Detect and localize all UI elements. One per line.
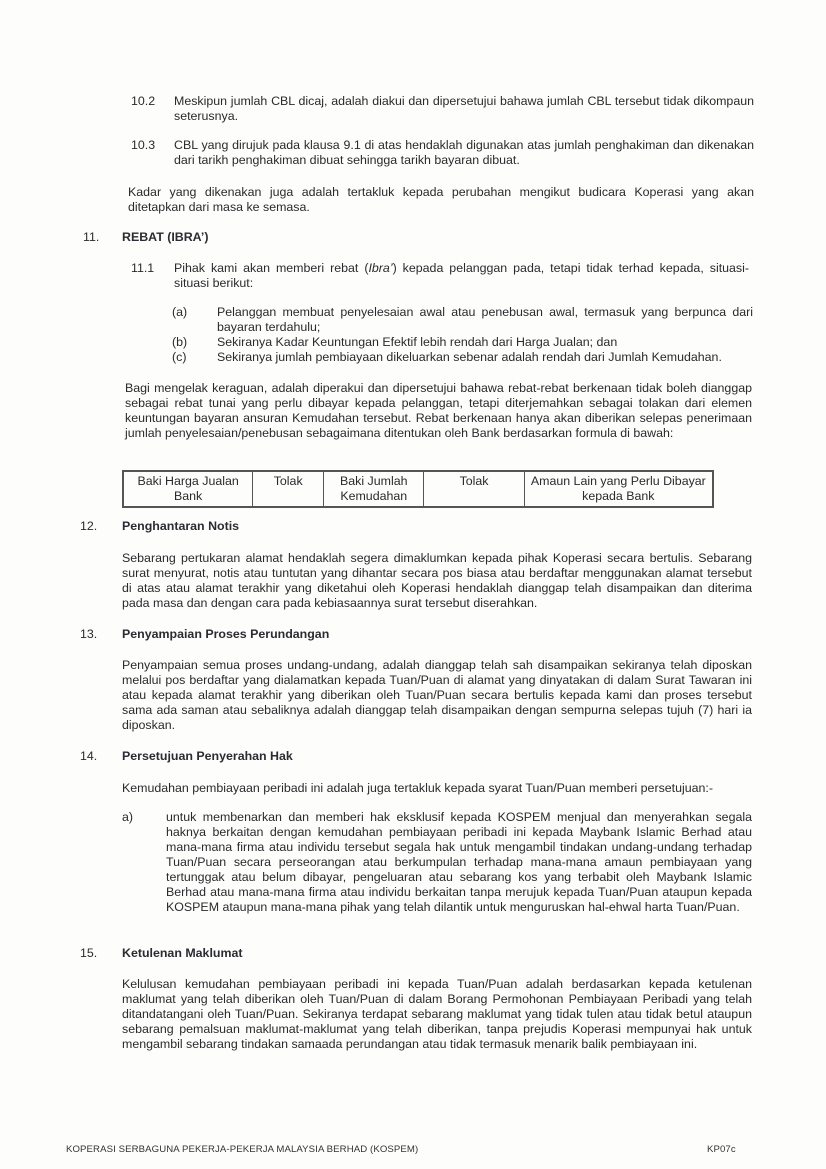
section-13-title: Penyampaian Proses Perundangan xyxy=(122,627,330,641)
formula-amaun-lain: Amaun Lain yang Perlu Dibayar kepada Bank xyxy=(524,471,713,507)
formula-tolak-1: Tolak xyxy=(253,471,324,507)
rebat-formula-table xyxy=(122,470,714,508)
formula-tolak-2: Tolak xyxy=(424,471,524,507)
section-12-text: Sebarang pertukaran alamat hendaklah segera dimaklumkan kepada pihak Koperasi secara bertulis. Sebarang surat menyurat, notis atau tuntutan yang dihantar secara pos biasa atau berdaftar menggunakan alamat tersebut di atas atau alamat terakhir yang diketahui oleh Koperasi hendaklah dianggap telah disampaikan dan diterima pada masa dan dengan cara pada kebiasaannya surat tersebut diserahkan. xyxy=(122,551,752,610)
clause-11-1-text-start: Pihak kami akan memberi rebat ( xyxy=(174,261,369,275)
section-11-title: REBAT (IBRA’) xyxy=(122,230,209,244)
section-13-number: 13. xyxy=(80,627,98,641)
section-12-number: 12. xyxy=(80,519,98,533)
section-11-number: 11. xyxy=(83,230,100,244)
clause-10-2-number: 10.2 xyxy=(131,94,156,108)
item-b-label: (b) xyxy=(172,335,188,349)
item-a-label: (a) xyxy=(172,305,188,319)
section-14-title: Persetujuan Penyerahan Hak xyxy=(122,749,293,763)
item-b-text: Sekiranya Kadar Keuntungan Efektif lebih rendah dari Harga Jualan; dan xyxy=(217,335,618,349)
kadar-paragraph: Kadar yang dikenakan juga adalah tertakluk kepada perubahan mengikut budicara Koperasi yang akan ditetapkan dari masa ke semasa. xyxy=(128,185,754,214)
ibra-italic: Ibra’ xyxy=(368,261,393,275)
clause-10-3-number: 10.3 xyxy=(131,138,156,152)
section-14-item-text: untuk membenarkan dan memberi hak eksklusif kepada KOSPEM menjual dan menyerahkan segala haknya berkaitan dengan kemudahan pembiayaan peribadi ini kepada Maybank Islamic Berhad atau mana-mana firma atau individu tersebut segala hak untuk mengambil tindakan undang-undang terhadap Tuan/Puan secara perseorangan atau berkumpulan terhadap mana-mana amaun pembiayaan yang tertunggak atau belum dibayar, pengeluaran atau sebarang kos yang terbabit oleh Maybank Islamic Berhad atau mana-mana firma atau individu berkaitan tanpa merujuk kepada Tuan/Puan ataupun kepada KOSPEM ataupun mana-mana pihak yang telah dilantik untuk menguruskan hal-ehwal harta Tuan/Puan. xyxy=(166,810,752,914)
clause-11-1-number: 11.1 xyxy=(131,261,155,275)
section-13-text: Penyampaian semua proses undang-undang, adalah dianggap telah sah disampaikan sekiranya telah diposkan melalui pos berdaftar yang dialamatkan kepada Tuan/Puan di alamat yang dinyatakan di dalam Surat Tawaran ini atau kepada alamat terakhir yang diberikan oleh Tuan/Puan secara bertulis kepada kami dan proses tersebut sama ada saman atau sebaliknya adalah dianggap telah disampaikan dengan sempurna selepas tujuh (7) hari ia diposkan. xyxy=(122,658,752,732)
footer-form-code: KP07c xyxy=(707,1144,736,1155)
section-15-text: Kelulusan kemudahan pembiayaan peribadi ini kepada Tuan/Puan adalah berdasarkan kepada ketulenan maklumat yang telah diberikan oleh Tuan/Puan di dalam Borang Permohonan Pembiayaan Peribadi yang telah ditandatangani oleh Tuan/Puan. Sekiranya terdapat sebarang maklumat yang tidak tulen atau tidak betul ataupun sebarang pemalsuan maklumat-maklumat yang telah diberikan, tanpa prejudis Koperasi mempunyai hak untuk mengambil sebarang tindakan samaada perundangan atau tidak termasuk menarik balik pembiayaan ini. xyxy=(122,977,752,1051)
clause-10-2-text: Meskipun jumlah CBL dicaj, adalah diakui dan dipersetujui bahawa jumlah CBL tersebut tidak dikompaun seterusnya. xyxy=(174,94,754,123)
item-c-label: (c) xyxy=(172,350,187,364)
formula-baki-harga-jualan: Baki Harga Jualan Bank xyxy=(123,471,253,507)
item-a-text: Pelanggan membuat penyelesaian awal atau penebusan awal, termasuk yang berpunca dari bayaran terdahulu; xyxy=(217,305,753,334)
clause-10-3-text: CBL yang dirujuk pada klausa 9.1 di atas hendaklah digunakan atas jumlah penghakiman dan dikenakan dari tarikh penghakiman dibuat sehingga tarikh bayaran dibuat. xyxy=(174,138,754,167)
section-14-intro: Kemudahan pembiayaan peribadi ini adalah juga tertakluk kepada syarat Tuan/Puan memberi persetujuan:- xyxy=(122,781,713,795)
section-12-title: Penghantaran Notis xyxy=(122,519,240,533)
footer-organization: KOPERASI SERBAGUNA PEKERJA-PEKERJA MALAYSIA BERHAD (KOSPEM) xyxy=(66,1144,419,1155)
rebat-paragraph: Bagi mengelak keraguan, adalah diperakui dan dipersetujui bahawa rebat-rebat berkenaan tidak boleh dianggap sebagai rebat tunai yang perlu dibayar kepada pelanggan, tetapi diterjemahkan sebagai tolakan dari elemen keuntungan bayaran ansuran Kemudahan tersebut. Rebat berkenaan hanya akan diberikan selepas penerimaan jumlah penyelesaian/penebusan sebagaimana ditentukan oleh Bank berdasarkan formula di bawah: xyxy=(125,381,752,440)
section-14-item-label: a) xyxy=(122,810,134,824)
section-14-number: 14. xyxy=(80,749,98,763)
clause-11-1-text-end: ) kepada pelanggan pada, tetapi tidak terhad kepada, situasi-situasi berikut: xyxy=(174,261,749,290)
section-15-number: 15. xyxy=(80,946,98,960)
section-15-title: Ketulenan Maklumat xyxy=(122,946,243,960)
item-c-text: Sekiranya jumlah pembiayaan dikeluarkan sebenar adalah rendah dari Jumlah Kemudahan. xyxy=(217,350,722,364)
formula-baki-jumlah-kemudahan: Baki Jumlah Kemudahan xyxy=(324,471,424,507)
clause-11-1-text xyxy=(174,261,749,291)
